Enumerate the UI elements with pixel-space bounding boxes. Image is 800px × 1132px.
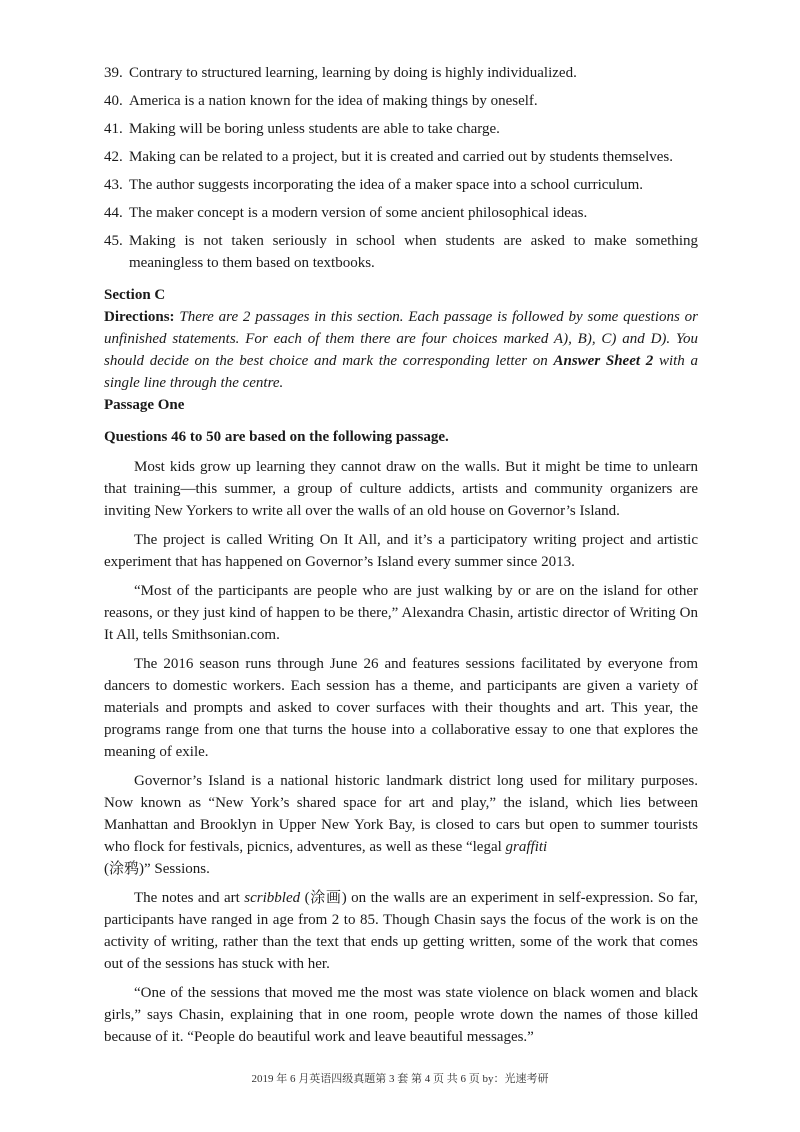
section-title: Section C [104, 287, 166, 303]
paragraph-5-text-a: Governor’s Island is a national historic landmark district long used for military purposes. Now known as “New York’s shared space for art and play,” the island, which lies between Manhattan and Brooklyn in Upper New York Bay, is closed to cars but open to summer tourists who flock for festivals, picnics, adventures, as well as these “legal [104, 773, 698, 855]
section-directions [104, 306, 698, 394]
statement-45 [104, 230, 698, 274]
statement-text: Contrary to structured learning, learning by doing is highly individualized. [129, 65, 577, 81]
statement-number: 40. [104, 93, 123, 109]
statement-42 [104, 146, 698, 168]
page-content [104, 62, 698, 1055]
statement-number: 45. [104, 233, 123, 249]
passage-paragraph-7: “One of the sessions that moved me the most was state violence on black women and black girls,” says Chasin, explaining that in one room, people wrote down the names of those killed because of it. “People do beautiful work and leave beautiful messages.” [104, 985, 698, 1045]
scribbled-term: scribbled [244, 890, 301, 906]
statement-41 [104, 118, 698, 140]
statement-text: America is a nation known for the idea of making things by oneself. [129, 93, 538, 109]
statement-text: Making can be related to a project, but it is created and carried out by students themselves. [129, 149, 673, 165]
passage-title: Passage One [104, 397, 185, 413]
passage-paragraph-5 [104, 770, 698, 880]
statement-text: Making will be boring unless students are able to take charge. [129, 121, 500, 137]
directions-label: Directions: [104, 309, 175, 325]
statement-44 [104, 202, 698, 224]
statement-number: 39. [104, 65, 123, 81]
statement-39 [104, 62, 698, 84]
paragraph-5-text-b: (涂鸦)” Sessions. [104, 861, 210, 877]
statement-text: Making is not taken seriously in school when students are asked to make something meaningless to them based on textbooks. [129, 233, 698, 271]
passage-paragraph-6 [104, 887, 698, 975]
statement-text: The author suggests incorporating the idea of a maker space into a school curriculum. [129, 177, 643, 193]
statement-text: The maker concept is a modern version of some ancient philosophical ideas. [129, 205, 588, 221]
passage-paragraph-1: Most kids grow up learning they cannot draw on the walls. But it might be time to unlearn that training—this summer, a group of culture addicts, artists and community organizers are inviting New Yorkers to write all over the walls of an old house on Governor’s Island. [104, 459, 698, 519]
statement-number: 43. [104, 177, 123, 193]
graffiti-term: graffiti [505, 839, 548, 855]
paragraph-6-text-a: The notes and art [134, 890, 240, 906]
statement-43 [104, 174, 698, 196]
statement-number: 44. [104, 205, 123, 221]
page-footer: 2019 年 6 月英语四级真题第 3 套 第 4 页 共 6 页 by：光速考研 [251, 1073, 549, 1085]
statement-number: 42. [104, 149, 123, 165]
passage-paragraph-3: “Most of the participants are people who are just walking by or are on the island for other reasons, or they just kind of happen to be there,” Alexandra Chasin, artistic director of Writing On It All, tells Smithsonian.com. [104, 583, 698, 643]
passage-paragraph-4: The 2016 season runs through June 26 and features sessions facilitated by everyone from dancers to domestic workers. Each session has a theme, and participants are given a variety of materials and prompts and asked to cover surfaces with their thoughts and art. This year, the programs range from one that turns the house into a collaborative essay to one that explores the meaning of exile. [104, 656, 698, 760]
passage-paragraph-2: The project is called Writing On It All, and it’s a participatory writing project and artistic experiment that has happened on Governor’s Island every summer since 2013. [104, 532, 698, 570]
directions-answer-sheet: Answer Sheet 2 [553, 353, 654, 369]
statement-number: 41. [104, 121, 123, 137]
questions-heading: Questions 46 to 50 are based on the following passage. [104, 429, 449, 445]
statement-40 [104, 90, 698, 112]
directions-text: There are 2 passages in this section. Each passage is followed by some questions or unfinished statements. For each of them there are four choices marked A), B), C) and D). You should decide on the best choice and mark the corresponding letter on [104, 309, 699, 369]
directions-end: with a single line through the centre. [104, 353, 699, 391]
paragraph-6-text-b: (涂画) on the walls are an experiment in self-expression. So far, participants have ranged in age from 2 to 85. Though Chasin says the focus of the work is on the activity of writing, rather than the text that ends up getting written, some of the work that comes out of the sessions has stuck with her. [104, 890, 699, 972]
